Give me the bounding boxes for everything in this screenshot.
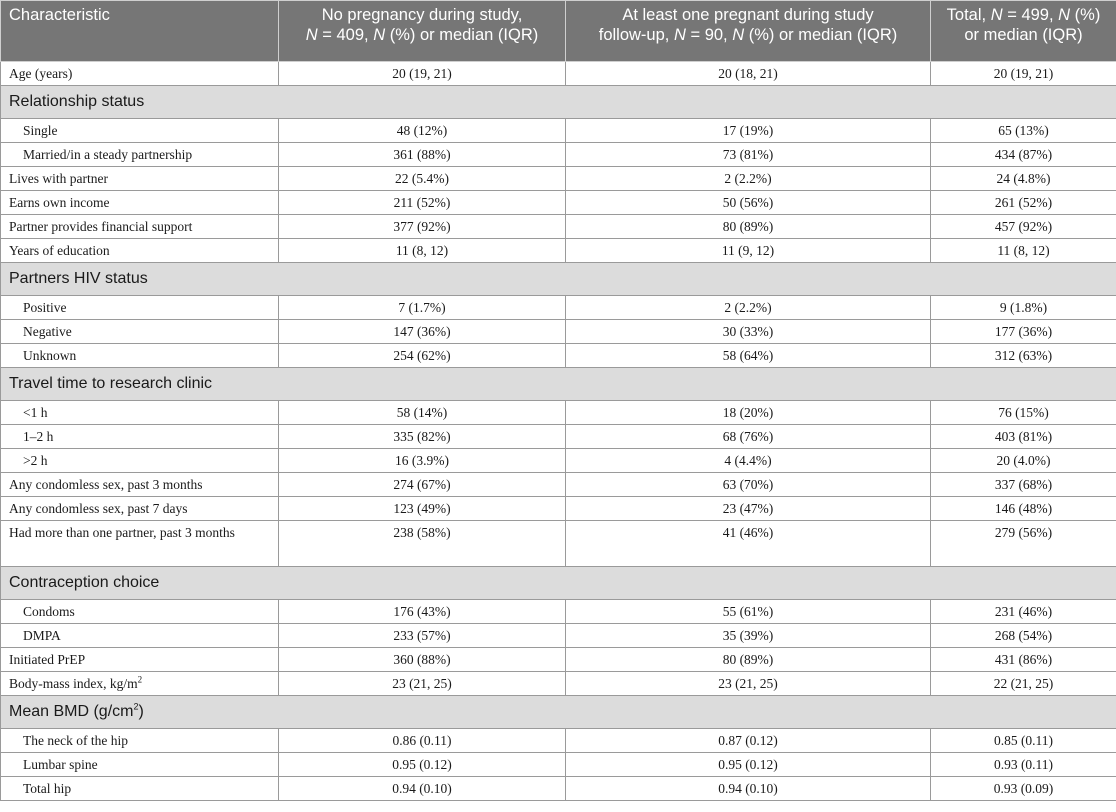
row-label: Any condomless sex, past 3 months <box>1 473 279 497</box>
cell-total: 65 (13%) <box>931 119 1116 143</box>
cell-pregnant: 2 (2.2%) <box>566 296 931 320</box>
cell-no-pregnancy: 20 (19, 21) <box>279 62 566 86</box>
cell-total: 403 (81%) <box>931 425 1116 449</box>
cell-total: 0.93 (0.09) <box>931 777 1116 801</box>
group-label-relationship: Relationship status <box>1 86 1116 119</box>
cell-total: 24 (4.8%) <box>931 167 1116 191</box>
cell-total: 146 (48%) <box>931 497 1116 521</box>
row-label: Lumbar spine <box>1 753 279 777</box>
cell-pregnant: 55 (61%) <box>566 600 931 624</box>
row-label: Age (years) <box>1 62 279 86</box>
header-pregnant: At least one pregnant during study follow-up, N = 90, N (%) or median (IQR) <box>566 1 931 62</box>
cell-pregnant: 58 (64%) <box>566 344 931 368</box>
header-row <box>1 1 1116 62</box>
table-row <box>1 648 1116 672</box>
row-label: Initiated PrEP <box>1 648 279 672</box>
row-label: 1–2 h <box>1 425 279 449</box>
cell-total: 0.93 (0.11) <box>931 753 1116 777</box>
header-total: Total, N = 499, N (%) or median (IQR) <box>931 1 1116 62</box>
cell-total: 312 (63%) <box>931 344 1116 368</box>
row-label: <1 h <box>1 401 279 425</box>
group-label-travel: Travel time to research clinic <box>1 368 1116 401</box>
row-label: Body-mass index, $kg/m^2$ <box>1 672 279 696</box>
cell-total: 261 (52%) <box>931 191 1116 215</box>
table-row <box>1 624 1116 648</box>
cell-no-pregnancy: 23 (21, 25) <box>279 672 566 696</box>
group-row <box>1 368 1116 401</box>
table-row <box>1 296 1116 320</box>
group-row <box>1 86 1116 119</box>
cell-total: 0.85 (0.11) <box>931 729 1116 753</box>
cell-total: 337 (68%) <box>931 473 1116 497</box>
cell-pregnant: 11 (9, 12) <box>566 239 931 263</box>
cell-total: 22 (21, 25) <box>931 672 1116 696</box>
cell-no-pregnancy: 7 (1.7%) <box>279 296 566 320</box>
table-row <box>1 672 1116 696</box>
cell-no-pregnancy: 0.86 (0.11) <box>279 729 566 753</box>
table-row <box>1 167 1116 191</box>
cell-pregnant: 68 (76%) <box>566 425 931 449</box>
row-label: Had more than one partner, past 3 months <box>1 521 279 567</box>
cell-no-pregnancy: 176 (43%) <box>279 600 566 624</box>
row-label: The neck of the hip <box>1 729 279 753</box>
group-row <box>1 263 1116 296</box>
table-row <box>1 62 1116 86</box>
cell-total: 20 (19, 21) <box>931 62 1116 86</box>
cell-pregnant: 0.95 (0.12) <box>566 753 931 777</box>
row-label: Single <box>1 119 279 143</box>
cell-pregnant: 30 (33%) <box>566 320 931 344</box>
cell-no-pregnancy: 48 (12%) <box>279 119 566 143</box>
cell-total: 268 (54%) <box>931 624 1116 648</box>
group-label-contraception: Contraception choice <box>1 567 1116 600</box>
table-row <box>1 521 1116 567</box>
row-label: Negative <box>1 320 279 344</box>
cell-no-pregnancy: 211 (52%) <box>279 191 566 215</box>
cell-pregnant: 0.94 (0.10) <box>566 777 931 801</box>
cell-no-pregnancy: 335 (82%) <box>279 425 566 449</box>
table-row <box>1 425 1116 449</box>
group-label-hiv: Partners HIV status <box>1 263 1116 296</box>
cell-no-pregnancy: 11 (8, 12) <box>279 239 566 263</box>
row-label: Any condomless sex, past 7 days <box>1 497 279 521</box>
cell-total: 9 (1.8%) <box>931 296 1116 320</box>
cell-pregnant: 41 (46%) <box>566 521 931 567</box>
cell-pregnant: 20 (18, 21) <box>566 62 931 86</box>
cell-no-pregnancy: 377 (92%) <box>279 215 566 239</box>
cell-pregnant: 18 (20%) <box>566 401 931 425</box>
row-label: Partner provides financial support <box>1 215 279 239</box>
row-label: DMPA <box>1 624 279 648</box>
header-characteristic: Characteristic <box>1 1 279 62</box>
cell-no-pregnancy: 22 (5.4%) <box>279 167 566 191</box>
cell-total: 177 (36%) <box>931 320 1116 344</box>
cell-no-pregnancy: 254 (62%) <box>279 344 566 368</box>
cell-pregnant: 50 (56%) <box>566 191 931 215</box>
row-label: Married/in a steady partnership <box>1 143 279 167</box>
cell-total: 434 (87%) <box>931 143 1116 167</box>
cell-pregnant: 80 (89%) <box>566 648 931 672</box>
cell-total: 20 (4.0%) <box>931 449 1116 473</box>
row-label: Lives with partner <box>1 167 279 191</box>
cell-total: 279 (56%) <box>931 521 1116 567</box>
header-no-pregnancy: No pregnancy during study, N = 409, N (%) or median (IQR) <box>279 1 566 62</box>
cell-pregnant: 80 (89%) <box>566 215 931 239</box>
cell-no-pregnancy: 123 (49%) <box>279 497 566 521</box>
table-row <box>1 729 1116 753</box>
cell-no-pregnancy: 361 (88%) <box>279 143 566 167</box>
cell-pregnant: 23 (47%) <box>566 497 931 521</box>
row-label: >2 h <box>1 449 279 473</box>
cell-total: 431 (86%) <box>931 648 1116 672</box>
cell-no-pregnancy: 0.94 (0.10) <box>279 777 566 801</box>
table-row <box>1 143 1116 167</box>
row-label: Unknown <box>1 344 279 368</box>
table-row <box>1 215 1116 239</box>
cell-pregnant: 17 (19%) <box>566 119 931 143</box>
group-row <box>1 567 1116 600</box>
cell-no-pregnancy: 58 (14%) <box>279 401 566 425</box>
row-label: Positive <box>1 296 279 320</box>
table-row <box>1 449 1116 473</box>
cell-pregnant: 0.87 (0.12) <box>566 729 931 753</box>
cell-no-pregnancy: 360 (88%) <box>279 648 566 672</box>
table-row <box>1 473 1116 497</box>
cell-no-pregnancy: 16 (3.9%) <box>279 449 566 473</box>
table-row <box>1 753 1116 777</box>
cell-total: 11 (8, 12) <box>931 239 1116 263</box>
cell-pregnant: 23 (21, 25) <box>566 672 931 696</box>
table-row <box>1 600 1116 624</box>
cell-pregnant: 4 (4.4%) <box>566 449 931 473</box>
cell-pregnant: 35 (39%) <box>566 624 931 648</box>
row-label: Condoms <box>1 600 279 624</box>
table-row <box>1 320 1116 344</box>
cell-no-pregnancy: 233 (57%) <box>279 624 566 648</box>
cell-pregnant: 63 (70%) <box>566 473 931 497</box>
table-row <box>1 401 1116 425</box>
table-row <box>1 239 1116 263</box>
table-row <box>1 119 1116 143</box>
cell-total: 457 (92%) <box>931 215 1116 239</box>
cell-total: 76 (15%) <box>931 401 1116 425</box>
table-row <box>1 191 1116 215</box>
table-row <box>1 777 1116 801</box>
table-row <box>1 344 1116 368</box>
row-label: Earns own income <box>1 191 279 215</box>
cell-no-pregnancy: 147 (36%) <box>279 320 566 344</box>
row-label: Total hip <box>1 777 279 801</box>
cell-total: 231 (46%) <box>931 600 1116 624</box>
cell-no-pregnancy: 0.95 (0.12) <box>279 753 566 777</box>
cell-no-pregnancy: 238 (58%) <box>279 521 566 567</box>
cell-pregnant: 73 (81%) <box>566 143 931 167</box>
group-row <box>1 696 1116 729</box>
table-row <box>1 497 1116 521</box>
cell-pregnant: 2 (2.2%) <box>566 167 931 191</box>
group-label-bmd: Mean BMD $(g/cm^2)$ <box>1 696 1116 729</box>
row-label: Years of education <box>1 239 279 263</box>
cell-no-pregnancy: 274 (67%) <box>279 473 566 497</box>
